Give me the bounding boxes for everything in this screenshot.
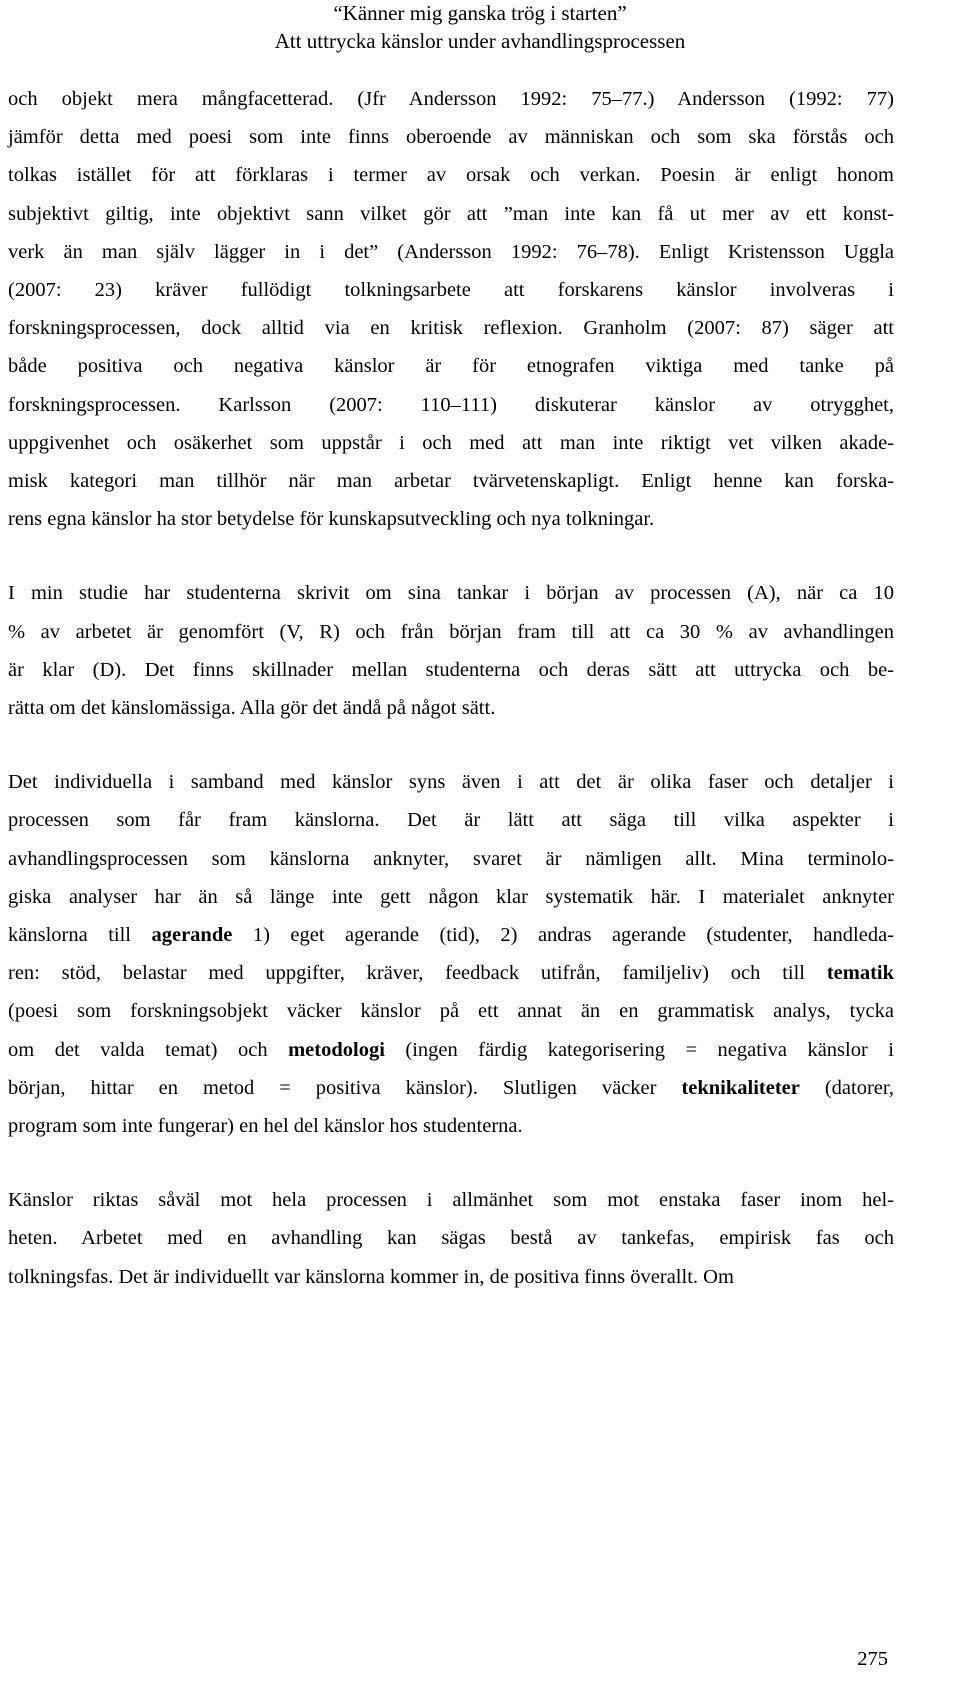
- text-line: [8, 917, 894, 953]
- text-line: [8, 1070, 894, 1106]
- bold-term: metodologi: [288, 1038, 385, 1061]
- text-line: [8, 81, 894, 117]
- text-line: [8, 614, 894, 650]
- text-line: [8, 348, 894, 384]
- text-line: [8, 879, 894, 915]
- text-segment: Känslor riktas såväl mot hela processen i allmänhet som mot enstaka faser inom hel-: [8, 1189, 894, 1212]
- running-header-subtitle: Att uttrycka känslor under avhandlingsprocessen: [274, 29, 686, 53]
- text-line: [8, 272, 894, 308]
- text-segment: (datorer,: [799, 1076, 894, 1099]
- text-line: [8, 1108, 894, 1144]
- text-line: [8, 575, 894, 611]
- text-segment: är klar (D). Det finns skillnader mellan studenterna och deras sätt att uttrycka och be-: [8, 658, 894, 681]
- text-line: [8, 841, 894, 877]
- text-segment: avhandlingsprocessen som känslorna anknyter, svaret är nämligen allt. Mina terminolo-: [8, 847, 894, 870]
- page-number: 275: [857, 1648, 888, 1670]
- text-line: [8, 652, 894, 688]
- text-segment: forskningsprocessen, dock alltid via en kritisk reflexion. Granholm (2007: 87) säger att: [8, 317, 894, 340]
- text-segment: % av arbetet är genomfört (V, R) och från början fram till att ca 30 % av avhandlingen: [8, 620, 894, 643]
- text-segment: (poesi som forskningsobjekt väcker känslor på ett annat än en grammatisk analys, tycka: [8, 1000, 894, 1023]
- text-line: [8, 234, 894, 270]
- text-segment: 1) eget agerande (tid), 2) andras agerande (studenter, handleda-: [232, 924, 894, 946]
- text-line: [8, 1032, 894, 1068]
- running-header-title: “Känner mig ganska trög i starten”: [333, 1, 627, 25]
- bold-term: tematik: [826, 962, 894, 985]
- text-line: [8, 955, 894, 991]
- text-line: [8, 157, 894, 193]
- text-line: [8, 463, 894, 499]
- bold-term: agerande: [151, 924, 233, 946]
- bold-term: teknikaliteter: [681, 1076, 800, 1099]
- text-segment: subjektivt giltig, inte objektivt sann vilket gör att ”man inte kan få ut mer av ett konst-: [8, 202, 894, 225]
- text-segment: program som inte fungerar) en hel del känslor hos studenterna.: [8, 1115, 523, 1137]
- text-line: [8, 993, 894, 1029]
- text-line: [8, 764, 894, 800]
- text-segment: processen som får fram känslorna. Det är lätt att säga till vilka aspekter i: [8, 809, 894, 832]
- text-segment: uppgivenhet och osäkerhet som uppstår i och med att man inte riktigt vet vilken akade-: [8, 431, 894, 454]
- text-segment: misk kategori man tillhör när man arbetar tvärvetenskapligt. Enligt henne kan forska-: [8, 470, 894, 492]
- text-line: [8, 1220, 894, 1256]
- text-line: [8, 387, 894, 423]
- text-line: [8, 802, 894, 838]
- text-segment: forskningsprocessen. Karlsson (2007: 110–111) diskuterar känslor av otrygghet,: [8, 393, 894, 416]
- text-segment: tolkas istället för att förklaras i termer av orsak och verkan. Poesin är enligt honom: [8, 164, 894, 187]
- text-segment: ren: stöd, belastar med uppgifter, kräver, feedback utifrån, familjeliv) och till: [8, 962, 827, 985]
- text-segment: början, hittar en metod = positiva känslor). Slutligen väcker: [8, 1076, 682, 1099]
- text-segment: jämför detta med poesi som inte finns oberoende av människan och som ska förstås och: [8, 126, 894, 149]
- text-line: [8, 1259, 894, 1295]
- text-line: [8, 501, 894, 537]
- text-segment: I min studie har studenterna skrivit om sina tankar i början av processen (A), när ca 10: [8, 582, 894, 605]
- text-line: [8, 310, 894, 346]
- text-line: [8, 690, 894, 726]
- text-segment: rens egna känslor ha stor betydelse för kunskapsutveckling och nya tolkningar.: [8, 508, 655, 531]
- text-segment: känslorna till: [8, 924, 152, 946]
- text-segment: tolkningsfas. Det är individuellt var känslorna kommer in, de positiva finns överallt. Om: [8, 1265, 734, 1288]
- text-line: [8, 425, 894, 461]
- text-line: [8, 196, 894, 232]
- text-line: [8, 1182, 894, 1218]
- text-segment: och objekt mera mångfacetterad. (Jfr Andersson 1992: 75–77.) Andersson (1992: 77): [8, 88, 894, 110]
- text-line: [8, 119, 894, 155]
- text-segment: (2007: 23) kräver fullödigt tolkningsarbete att forskarens känslor involveras i: [8, 279, 894, 301]
- text-segment: heten. Arbetet med en avhandling kan sägas bestå av tankefas, empirisk fas och: [8, 1227, 894, 1250]
- text-segment: rätta om det känslomässiga. Alla gör det ändå på något sätt.: [8, 697, 496, 719]
- text-segment: om det valda temat) och: [8, 1038, 289, 1061]
- text-segment: både positiva och negativa känslor är för etnografen viktiga med tanke på: [8, 355, 894, 378]
- text-segment: verk än man själv lägger in i det” (Andersson 1992: 76–78). Enligt Kristensson Uggla: [8, 240, 894, 263]
- text-segment: giska analyser har än så länge inte gett någon klar systematik här. I materialet anknyter: [8, 885, 894, 908]
- text-segment: (ingen färdig kategorisering = negativa känslor i: [384, 1038, 894, 1061]
- text-segment: Det individuella i samband med känslor syns även i att det är olika faser och detaljer i: [8, 771, 894, 794]
